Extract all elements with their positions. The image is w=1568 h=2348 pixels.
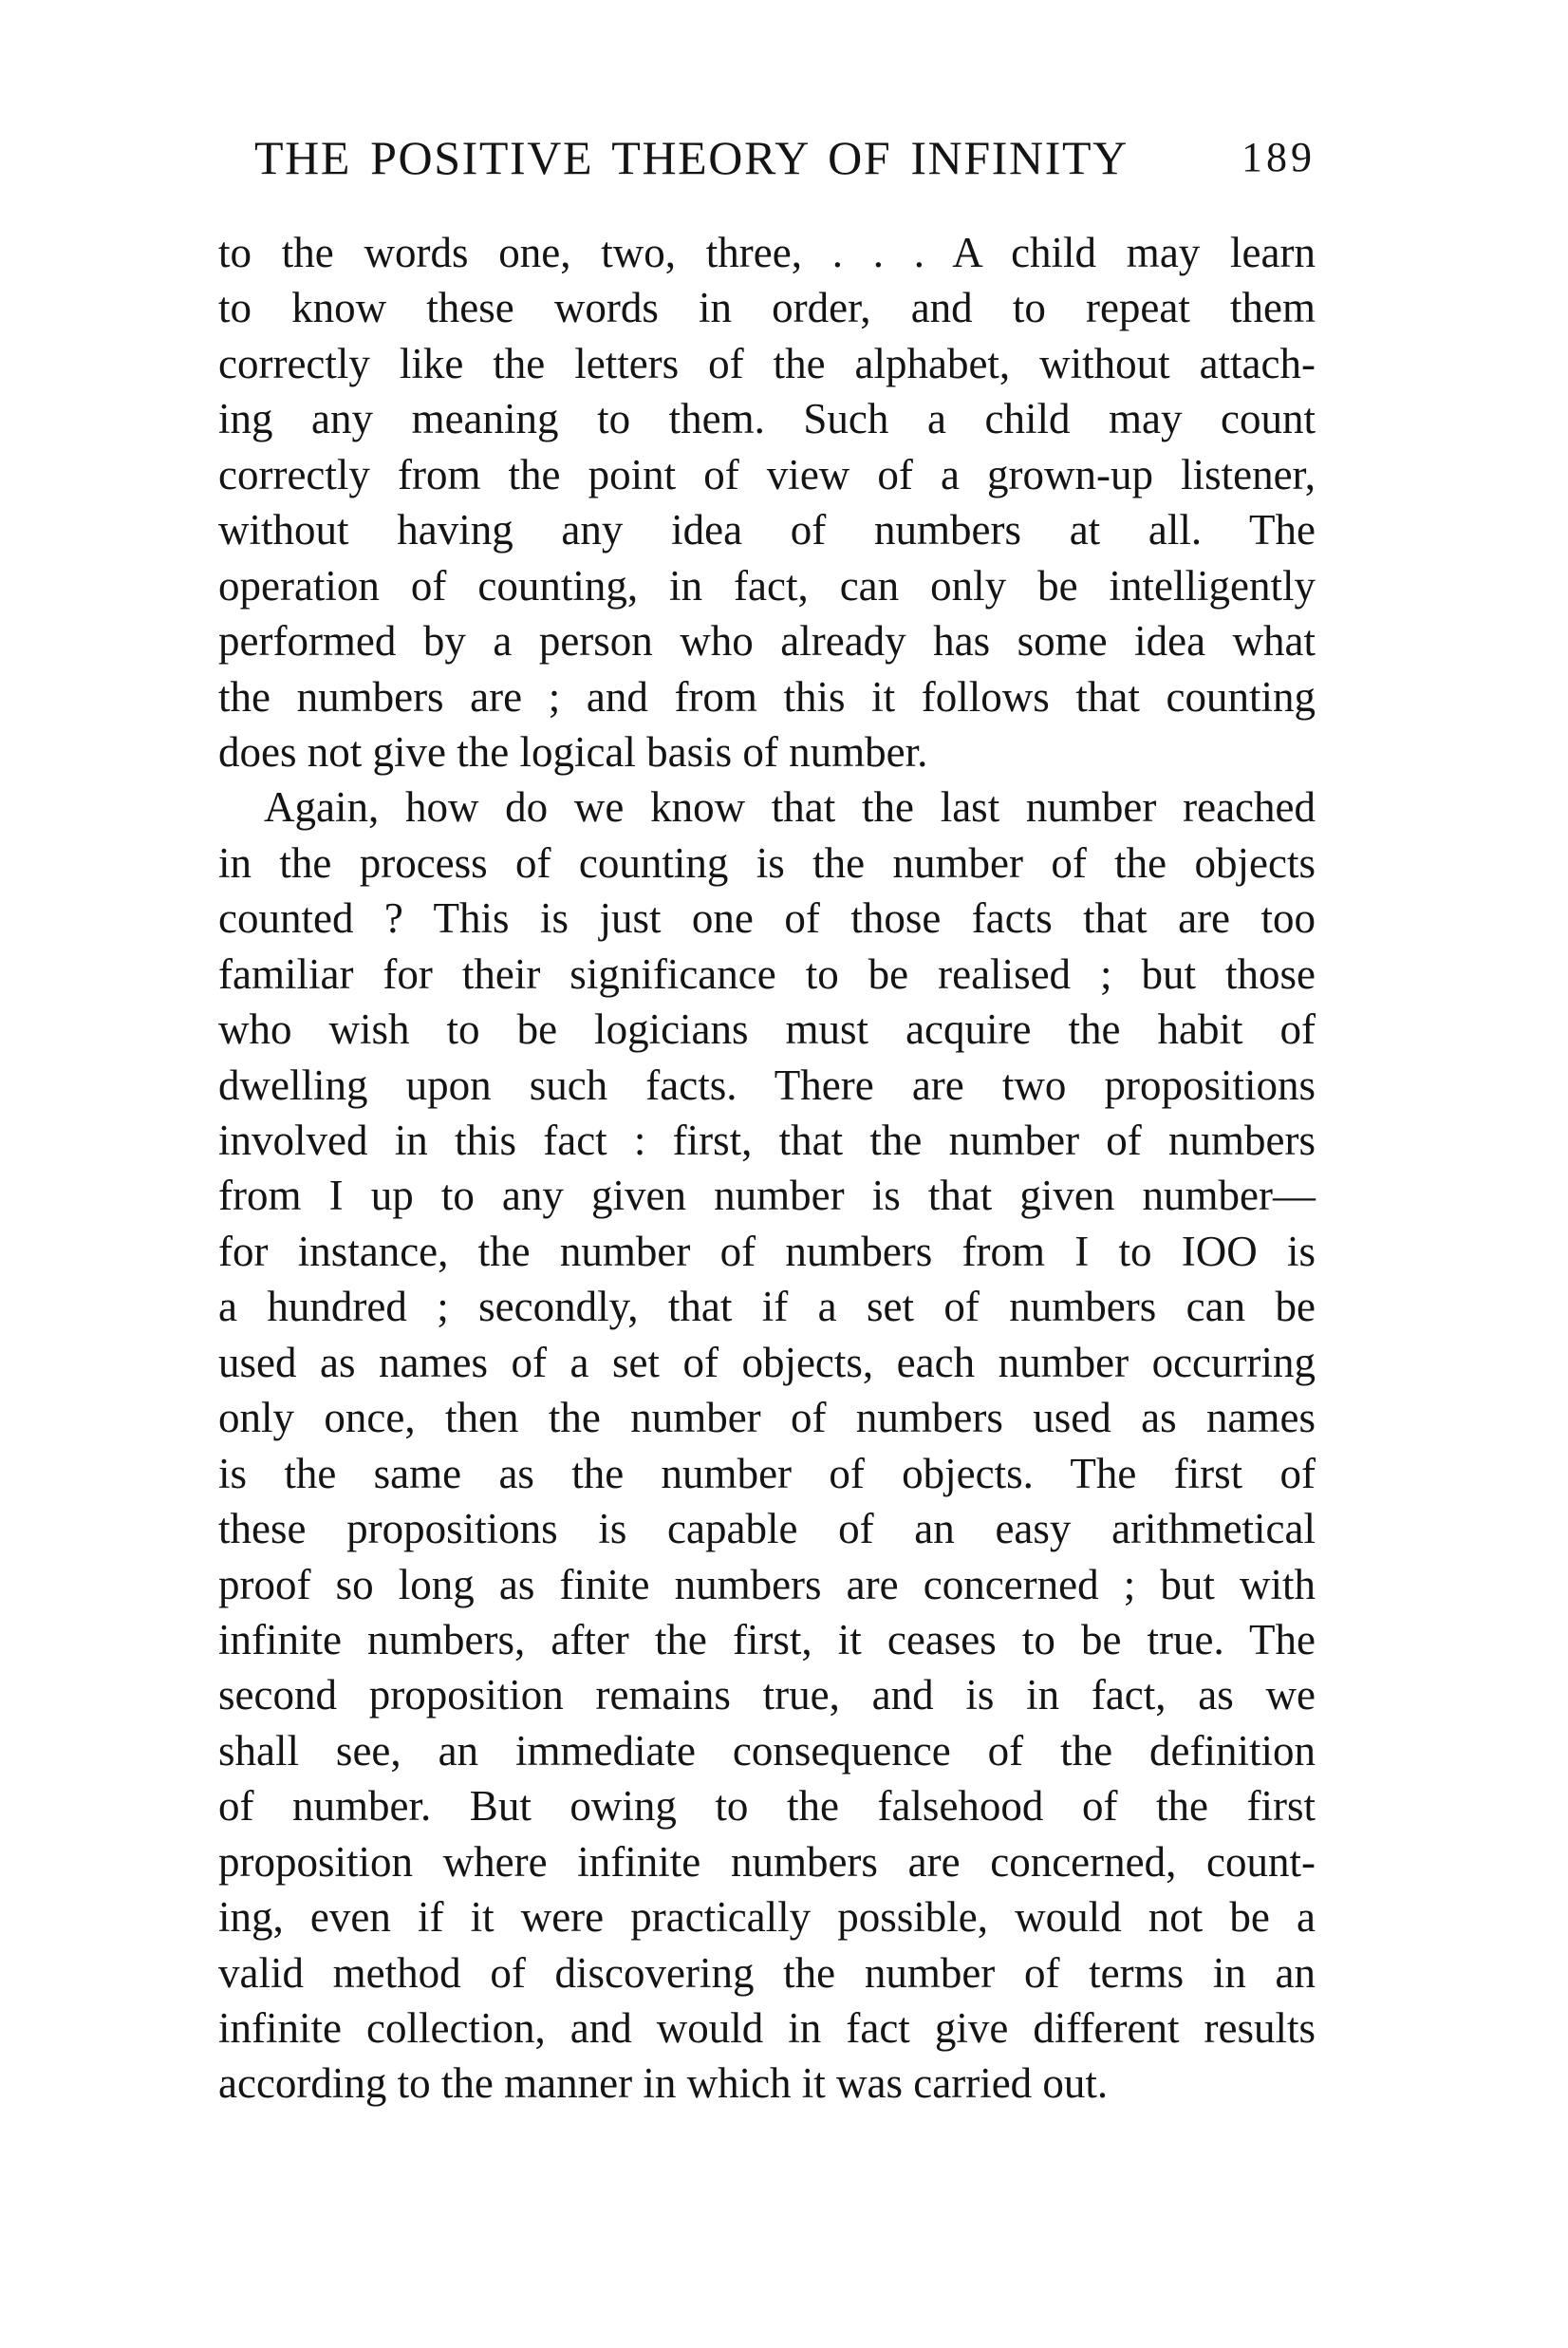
text-line-content: infinite collection, and would in fact give different results xyxy=(218,2004,1316,2052)
text-line xyxy=(218,1335,1316,1390)
paragraph-2 xyxy=(218,780,1316,2112)
running-head xyxy=(218,129,1316,186)
text-line-content: proof so long as finite numbers are concerned ; but with xyxy=(218,1560,1316,1608)
text-line xyxy=(218,1058,1316,1113)
text-line-content: involved in this fact : first, that the number of numbers xyxy=(218,1117,1316,1164)
text-line xyxy=(218,1778,1316,1833)
text-line xyxy=(218,780,1316,835)
text-line-content: Again, how do we know that the last number reached xyxy=(264,783,1316,832)
text-line xyxy=(218,1612,1316,1667)
page-number: 189 xyxy=(1241,134,1316,180)
text-line-content: ing, even if it were practically possible, would not be a xyxy=(218,1893,1316,1942)
text-line-content: performed by a person who already has some idea what xyxy=(218,617,1316,666)
text-line-content: counted ? This is just one of those facts that are too xyxy=(218,894,1316,943)
text-line-content: a hundred ; secondly, that if a set of numbers can be xyxy=(218,1283,1316,1331)
text-line-content: used as names of a set of objects, each number occurring xyxy=(218,1338,1316,1386)
text-line-content: only once, then the number of numbers used as names xyxy=(218,1394,1316,1442)
text-line xyxy=(218,947,1316,1002)
text-line-content: of number. But owing to the falsehood of the first xyxy=(218,1782,1316,1831)
text-line xyxy=(218,1279,1316,1334)
text-line-content: valid method of discovering the number of terms in an xyxy=(218,1948,1316,1997)
text-line xyxy=(218,1113,1316,1168)
text-line-content: correctly like the letters of the alphabet, without attach- xyxy=(218,339,1316,387)
text-line xyxy=(218,2056,1316,2111)
text-line xyxy=(218,1889,1316,1944)
text-line xyxy=(218,724,1316,780)
text-line xyxy=(218,891,1316,946)
text-line xyxy=(218,2000,1316,2056)
text-line xyxy=(218,1667,1316,1722)
text-line xyxy=(218,1557,1316,1612)
body-text xyxy=(218,225,1316,2112)
text-line-content: second proposition remains true, and is in fact, as we xyxy=(218,1671,1316,1719)
text-line xyxy=(218,1723,1316,1778)
running-title: THE POSITIVE THEORY OF INFINITY xyxy=(254,131,1129,184)
text-line-content: to the words one, two, three, . . . A child may learn xyxy=(218,229,1316,276)
text-line xyxy=(218,1834,1316,1889)
text-line xyxy=(218,447,1316,502)
text-line-content: dwelling upon such facts. There are two propositions xyxy=(218,1061,1316,1109)
text-line-content: for instance, the number of numbers from I to IOO is xyxy=(218,1227,1316,1275)
text-line-content: infinite numbers, after the first, it ceases to be true. The xyxy=(218,1615,1316,1663)
text-line xyxy=(218,669,1316,724)
text-line-content: correctly from the point of view of a grown-up listener, xyxy=(218,450,1316,498)
text-line xyxy=(218,1224,1316,1279)
text-line xyxy=(218,1390,1316,1445)
text-line-content: familiar for their significance to be realised ; but those xyxy=(218,949,1316,998)
text-line-content: is the same as the number of objects. The first of xyxy=(218,1449,1316,1497)
text-line xyxy=(218,280,1316,335)
paragraph-1 xyxy=(218,225,1316,780)
text-line-content: in the process of counting is the number of the objects xyxy=(218,838,1316,887)
text-line xyxy=(218,613,1316,668)
text-line xyxy=(218,502,1316,557)
text-line-content: from I up to any given number is that given number— xyxy=(218,1172,1316,1220)
text-line xyxy=(218,1002,1316,1057)
text-line-content: these propositions is capable of an easy arithmetical xyxy=(218,1505,1316,1553)
text-line-content: proposition where infinite numbers are concerned, count- xyxy=(218,1837,1316,1886)
text-line xyxy=(218,1945,1316,2000)
text-line xyxy=(218,836,1316,891)
text-line xyxy=(218,1168,1316,1223)
text-line xyxy=(218,336,1316,391)
text-line-content: shall see, an immediate consequence of the definition xyxy=(218,1726,1316,1775)
text-line-content: according to the manner in which it was carried out. xyxy=(218,2059,1109,2108)
text-line xyxy=(218,1446,1316,1501)
text-line xyxy=(218,1501,1316,1556)
text-line-content: the numbers are ; and from this it follows that counting xyxy=(218,672,1316,721)
text-line xyxy=(218,391,1316,446)
text-line-content: without having any idea of numbers at all. The xyxy=(218,506,1316,554)
text-line xyxy=(218,225,1316,280)
text-line-content: operation of counting, in fact, can only be intelligently xyxy=(218,561,1316,610)
text-line-content: ing any meaning to them. Such a child may count xyxy=(218,395,1316,443)
text-line-content: who wish to be logicians must acquire the habit of xyxy=(218,1005,1316,1054)
text-line-content: to know these words in order, and to repeat them xyxy=(218,284,1316,332)
text-line xyxy=(218,558,1316,613)
text-line-content: does not give the logical basis of number. xyxy=(218,727,928,776)
